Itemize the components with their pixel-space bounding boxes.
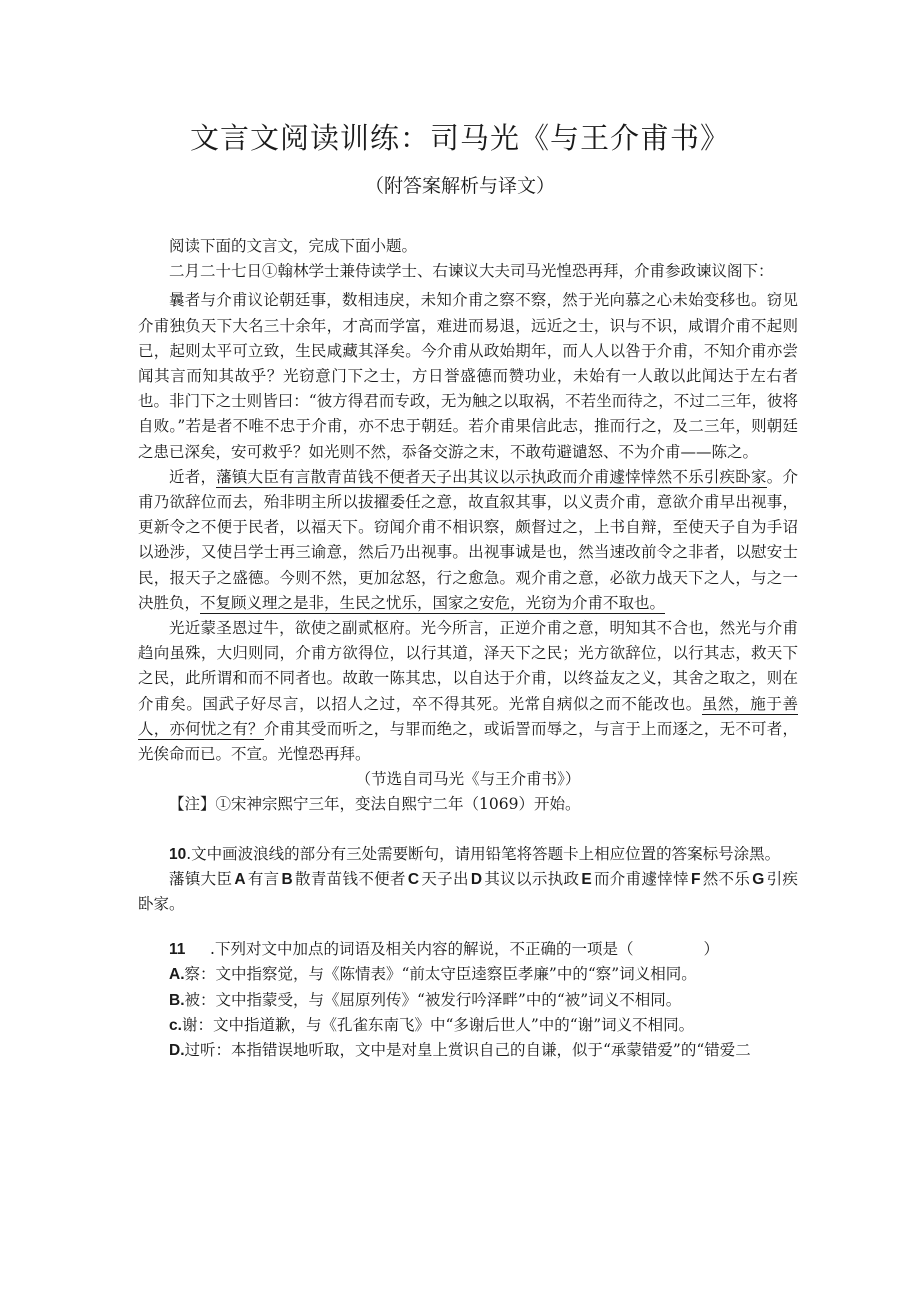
page-subtitle: （附答案解析与译文） [364, 175, 555, 197]
underlined-sentence-2: 虽然，施于善人，亦何忧之有？ [138, 694, 798, 738]
passage-paragraph-3 [138, 616, 798, 767]
passage-paragraph-2 [138, 465, 798, 616]
document-body [138, 234, 798, 1063]
break-mark[interactable]: F [690, 870, 701, 888]
break-mark[interactable]: B [281, 870, 293, 888]
p2-lead: 近者， [169, 467, 217, 486]
option-d[interactable]: D.过听：本指错误地听取，文中是对皇上赏识自己的自谦，似于“承蒙错爱”的“错爱二 [169, 1041, 751, 1060]
p3-lead: 光近蒙圣恩过牛，欲使之副贰枢府。光今所言，正逆介甫之意，明知其不合也，然光与介甫趋向虽殊，大归则同，介甫方欲得位，以行其道，泽天下之民；光方欲辞位，以行其志，救天下之民，此所谓和而不同者也。故敢一陈其忠，以自达于介甫，以终益友之义，其舍之取之，则在介甫矣。国武子好尽言，以招人之过，卒不得其死。光常自病似之而不能改也。 [138, 619, 798, 713]
question-11: 11 .下列对文中加点的词语及相关内容的解说，不正确的一项是（ ） [169, 940, 719, 959]
question-10-segmented-sentence: 藩镇大臣 A 有言 B 散青苗钱不便者 C 天子出 D 其议以示执政 E 而介甫遽悻悻 F 然不乐 G 引疾卧家。 [138, 869, 798, 914]
question-10-text: .文中画波浪线的部分有三处需要断句，请用铅笔将答题卡上相应位置的答案标号涂黑。 [186, 844, 781, 863]
break-mark[interactable]: E [581, 870, 592, 888]
question-10-number: 10 [169, 845, 187, 863]
p2-middle: 。介甫乃欲辞位而去，殆非明主所以拔擢委任之意，故直叙其事，以义责介甫，意欲介甫早出视事，更新令之不便于民者，以福天下。窃闻介甫不相识察，颇督过之，上书自辩，至使天子自为手诏以逊涉，又使吕学士再三谕意，然后乃出视事。出视事诚是也，然当速改前令之非者，以慰安士民，报天子之盛德。今则不然，更加忿怒，行之愈急。观介甫之意，必欲力战天下之人，与之一决胜负， [138, 467, 798, 612]
instruction: 阅读下面的文言文，完成下面小题。 [169, 237, 418, 255]
break-mark[interactable]: D [470, 870, 483, 888]
option-c[interactable]: c.谢：文中指道歉，与《孔雀东南飞》中“多谢后世人”中的“谢”词义不相同。 [169, 1015, 695, 1034]
wavy-underlined-sentence: 藩镇大臣有言散青苗钱不便者天子出其议以示执政而介甫遽悻悻然不乐引疾卧家 [216, 467, 767, 486]
question-11-number: 11 [169, 941, 186, 959]
passage-paragraph-1: 曩者与介甫议论朝廷事，数相违戾，未知介甫之察不察，然于光向慕之心未始变移也。窃见介甫独负天下大名三十余年，才高而学富，难进而易退，远近之士，识与不识，咸谓介甫不起则已，起则太平可立致，生民咸藏其泽矣。今介甫从政始期年，而人人以咎于介甫，不知介甫亦尝闻其言而知其故乎？光窃意门下之士，方日誉盛德而赞功业，未始有一人敢以此闻达于左右者也。非门下之士则皆曰：“彼方得君而专政，无为触之以取祸，不若坐而待之，不过二三年，彼将自败。”若是者不唯不忠于介甫，亦不忠于朝廷。若介甫果信此志，推而行之，及二三年，则朝廷之患已深矣，安可救乎？如光则不然，忝备交游之末，不敢苟避谴怒、不为介甫——陈之。 [138, 291, 798, 461]
underlined-sentence-1: 不复顾义理之是非，生民之忧乐，国家之安危，光窃为介甫不取也。 [200, 593, 666, 612]
option-a[interactable]: A.察：文中指察觉，与《陈情表》“前太守臣逵察臣孝廉”中的“察”词义相同。 [169, 965, 697, 984]
option-b[interactable]: B.被：文中指蒙受，与《屈原列传》“被发行吟泽畔”中的“被”词义不相同。 [169, 990, 682, 1009]
question-10 [138, 842, 798, 867]
page-title: 文言文阅读训练：司马光《与王介甫书》 [189, 121, 730, 155]
source-citation: （节选自司马光《与王介甫书》） [355, 770, 581, 789]
break-mark[interactable]: C [407, 870, 420, 888]
annotation-note: 【注】①宋神宗熙宁三年，变法自熙宁二年（1069）开始。 [169, 795, 581, 814]
question-11-text: .下列对文中加点的词语及相关内容的解说，不正确的一项是（ [210, 940, 634, 959]
break-mark[interactable]: A [234, 870, 246, 888]
salutation: 二月二十七日①翰林学士兼侍读学士、右谏议大夫司马光惶恐再拜，介甫参政谏议阁下： [169, 262, 774, 281]
break-mark[interactable]: G [752, 870, 765, 888]
p3-tail: 介甫其受而听之，与罪而绝之，或诟詈而辱之，与言于上而逐之，无不可者，光俟命而已。不宣。光惶恐再拜。 [138, 719, 798, 764]
